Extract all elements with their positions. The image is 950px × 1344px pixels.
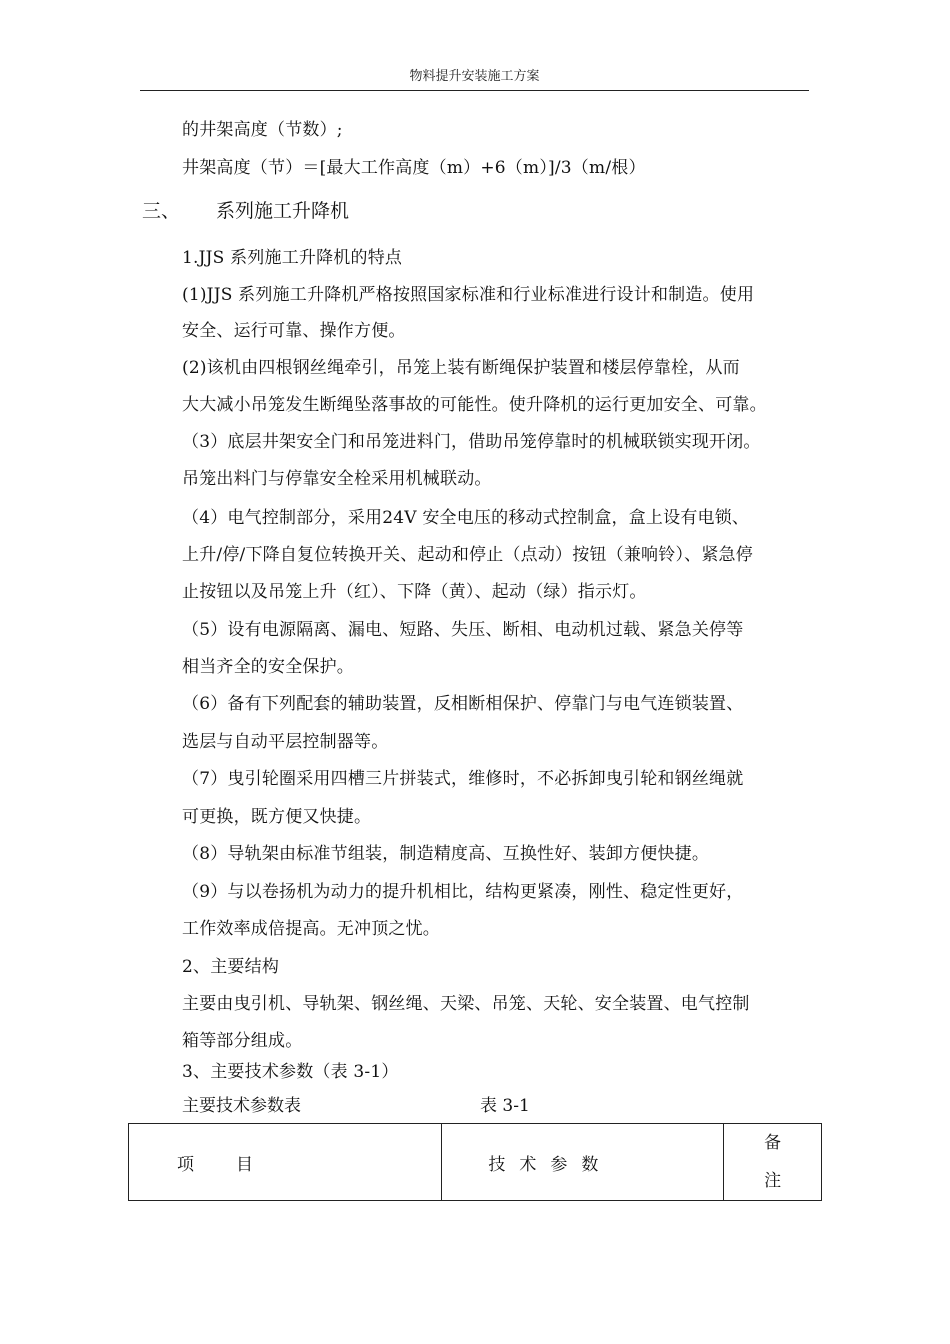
paragraph-line: （4）电气控制部分，采用24V 安全电压的移动式控制盒，盒上设有电锁、 [182, 508, 750, 528]
paragraph-line: （8）导轨架由标准节组装，制造精度高、互换性好、装卸方便快捷。 [182, 844, 710, 864]
header-cell-params: 技术参数 [442, 1124, 724, 1201]
paragraph-line: 上升/停/下降自复位转换开关、起动和停止（点动）按钮（兼响铃）、紧急停 [182, 545, 753, 565]
table-caption: 主要技术参数表 [182, 1096, 301, 1116]
header-cell-notes: 备注 [724, 1124, 822, 1201]
paragraph-line: 箱等部分组成。 [182, 1031, 303, 1051]
table-header-row [129, 1124, 822, 1201]
header-cell-item: 项目 [129, 1124, 442, 1201]
paragraph-line: 可更换，既方便又快捷。 [182, 807, 372, 827]
paragraph-line: 大大减小吊笼发生断绳坠落事故的可能性。使升降机的运行更加安全、可靠。 [182, 395, 767, 415]
paragraph-line: 工作效率成倍提高。无冲顶之忧。 [182, 919, 440, 939]
paragraph-line: （3）底层井架安全门和吊笼进料门，借助吊笼停靠时的机械联锁实现开闭。 [182, 432, 761, 452]
page-header [140, 66, 809, 91]
formula-line: 井架高度（节）＝[最大工作高度（m）+6（m）]/3（m/根） [182, 158, 646, 178]
paragraph-line: （6）备有下列配套的辅助装置，反相断相保护、停靠门与电气连锁装置、 [182, 694, 744, 714]
header-title: 物料提升安装施工方案 [409, 69, 540, 84]
paragraph-line: （5）设有电源隔离、漏电、短路、失压、断相、电动机过载、紧急关停等 [182, 620, 744, 640]
paragraph-line: 选层与自动平层控制器等。 [182, 732, 389, 752]
paragraph-line: (1)JJS 系列施工升降机严格按照国家标准和行业标准进行设计和制造。使用 [182, 285, 755, 305]
section-heading [142, 198, 349, 224]
paragraph-line: 主要由曳引机、导轨架、钢丝绳、天梁、吊笼、天轮、安全装置、电气控制 [182, 994, 750, 1014]
subsection-heading: 3、主要技术参数（表 3-1） [182, 1062, 399, 1082]
paragraph-line: 安全、运行可靠、操作方便。 [182, 321, 406, 341]
subsection-heading: 1.JJS 系列施工升降机的特点 [182, 248, 403, 268]
subsection-heading: 2、主要结构 [182, 957, 280, 977]
body-line: 的井架高度（节数）; [182, 120, 343, 140]
table-number: 表 3-1 [480, 1096, 530, 1116]
section-number: 三、 [142, 200, 181, 222]
section-title: 系列施工升降机 [216, 200, 350, 222]
paragraph-line: （7）曳引轮圈采用四槽三片拼装式，维修时，不必拆卸曳引轮和钢丝绳就 [182, 769, 744, 789]
parameters-table [128, 1123, 822, 1201]
paragraph-line: (2)该机由四根钢丝绳牵引，吊笼上装有断绳保护装置和楼层停靠栓，从而 [182, 358, 740, 378]
paragraph-line: 止按钮以及吊笼上升（红）、下降（黄）、起动（绿）指示灯。 [182, 582, 647, 602]
paragraph-line: 相当齐全的安全保护。 [182, 657, 354, 677]
paragraph-line: 吊笼出料门与停靠安全栓采用机械联动。 [182, 469, 492, 489]
paragraph-line: （9）与以卷扬机为动力的提升机相比，结构更紧凑，刚性、稳定性更好， [182, 882, 744, 902]
